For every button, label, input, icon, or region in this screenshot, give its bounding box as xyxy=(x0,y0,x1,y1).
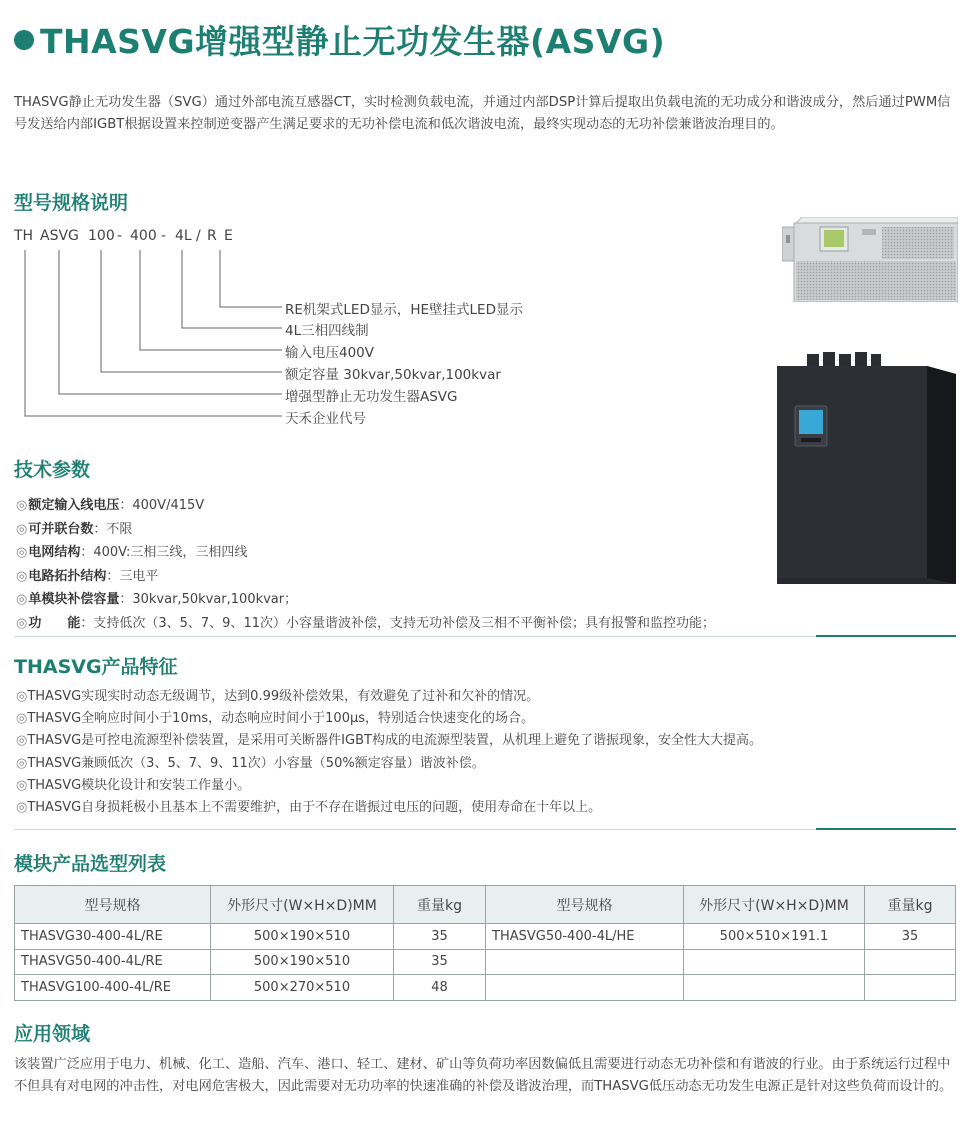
spec-value: ：30kvar,50kvar,100kvar； xyxy=(119,592,298,607)
spec-item xyxy=(16,541,715,565)
feature-item xyxy=(16,708,762,730)
tree-line-display xyxy=(220,250,282,307)
tree-line-voltage xyxy=(140,250,282,350)
cell-model: THASVG50-400-4L/HE xyxy=(486,924,684,950)
app-paragraph: 该装置广泛应用于电力、机械、化工、造船、汽车、港口、轻工、建材、矿山等负荷功率因数偏低且需要进行动态无功补偿和有谐波的行业。由于系统运行过程中不但具有对电网的冲击性，对电网危害极大，因此需要对无功功率的快速准确的补偿及谐波治理，而THASVG低压动态无功发生电源正是针对这些负荷而设计的。 xyxy=(14,1057,953,1094)
section-divider xyxy=(14,636,956,637)
double-circle-icon: ◎ xyxy=(16,711,28,727)
feature-item xyxy=(16,730,762,752)
double-circle-icon: ◎ xyxy=(16,568,28,584)
spec-label: 功 能 xyxy=(28,615,81,631)
spec-value: ：三电平 xyxy=(106,568,159,584)
col-header-weight: 重量kg xyxy=(865,886,956,924)
feature-text: THASVG模块化设计和安装工作量小。 xyxy=(27,777,251,793)
code-part-dash-2: - xyxy=(161,228,167,244)
spec-value: ：400V:三相三线，三相四线 xyxy=(80,545,248,560)
table-row xyxy=(15,975,956,1001)
feature-text: THASVG自身损耗极小且基本上不需要维护，由于不存在谐振过电压的问题，使用寿命在十年以上。 xyxy=(27,799,602,815)
double-circle-icon: ◎ xyxy=(16,755,28,771)
double-circle-icon: ◎ xyxy=(16,777,28,793)
feature-list xyxy=(16,686,762,819)
cell-model: THASVG50-400-4L/RE xyxy=(15,949,211,975)
table-row xyxy=(15,949,956,975)
section-divider xyxy=(14,829,956,830)
spec-value: ：不限 xyxy=(93,521,133,537)
double-circle-icon: ◎ xyxy=(16,733,28,749)
col-header-model: 型号规格 xyxy=(486,886,684,924)
page-title: THASVG增强型静止无功发生器(ASVG) xyxy=(40,22,666,61)
cell-model xyxy=(486,949,684,975)
tree-line-capacity xyxy=(101,250,282,372)
feature-text: THASVG是可控电流源型补偿装置，是采用可关断器件IGBT构成的电流源型装置，从机理上避免了谐振现象，安全性大大提高。 xyxy=(27,733,762,749)
tech-section-heading: 技术参数 xyxy=(14,459,91,481)
code-part-capacity: 100 xyxy=(88,228,115,244)
spec-value: ：400V/415V xyxy=(119,498,205,513)
table-section-heading: 模块产品选型列表 xyxy=(14,853,167,875)
divider-accent xyxy=(816,828,956,830)
cell-dimensions: 500×510×191.1 xyxy=(684,924,865,950)
code-label-capacity: 额定容量 30kvar,50kvar,100kvar xyxy=(285,367,501,383)
spec-label: 电路拓扑结构 xyxy=(28,568,107,584)
spec-item xyxy=(16,518,715,542)
feature-item xyxy=(16,686,762,708)
tech-spec-list xyxy=(16,494,715,635)
spec-label: 电网结构 xyxy=(28,545,81,560)
code-part-asvg: ASVG xyxy=(40,228,79,244)
double-circle-icon: ◎ xyxy=(16,545,28,560)
spec-item xyxy=(16,612,715,636)
cell-dimensions xyxy=(684,949,865,975)
cell-dimensions: 500×190×510 xyxy=(211,949,394,975)
double-circle-icon: ◎ xyxy=(16,689,28,704)
feature-text: THASVG兼顾低次（3、5、7、9、11次）小容量（50%额定容量）谐波补偿。 xyxy=(27,755,485,771)
code-label-type: 增强型静止无功发生器ASVG xyxy=(285,389,458,405)
spec-label: 额定输入线电压 xyxy=(28,498,120,513)
tree-line-type xyxy=(59,250,282,394)
divider-accent xyxy=(816,635,956,637)
cell-weight xyxy=(865,975,956,1001)
col-header-dimensions: 外形尺寸(W×H×D)MM xyxy=(684,886,865,924)
code-part-voltage: 400 xyxy=(130,228,157,244)
code-part-e: E xyxy=(224,228,233,244)
cell-weight: 35 xyxy=(394,949,486,975)
cell-model: THASVG100-400-4L/RE xyxy=(15,975,211,1001)
code-part-slash: / xyxy=(196,228,201,244)
spec-item xyxy=(16,494,715,518)
double-circle-icon: ◎ xyxy=(16,615,28,631)
double-circle-icon: ◎ xyxy=(16,799,28,815)
cell-dimensions xyxy=(684,975,865,1001)
cell-weight: 35 xyxy=(865,924,956,950)
title-bullet-icon xyxy=(14,30,34,50)
col-header-weight: 重量kg xyxy=(394,886,486,924)
cell-dimensions: 500×190×510 xyxy=(211,924,394,950)
app-section-heading: 应用领域 xyxy=(14,1023,91,1045)
cell-model xyxy=(486,975,684,1001)
table-row xyxy=(15,924,956,950)
spec-label: 可并联台数 xyxy=(28,521,94,537)
feature-item xyxy=(16,753,762,775)
page-title-row xyxy=(14,16,665,63)
intro-paragraph: THASVG静止无功发生器（SVG）通过外部电流互感器CT，实时检测负载电流，并通过内部DSP计算后提取出负载电流的无功成分和谐波成分，然后通过PWM信号发送给内部IGBT根据设置来控制逆变器产生满足要求的无功补偿电流和低次谐波电流，最终实现动态的无功补偿兼谐波治理目的。 xyxy=(14,95,951,132)
code-label-voltage: 输入电压400V xyxy=(285,345,375,361)
product-selection-table xyxy=(14,885,956,1001)
cell-weight: 35 xyxy=(394,924,486,950)
rack-device-image xyxy=(782,217,958,302)
code-label-wiring: 4L三相四线制 xyxy=(285,323,369,339)
cabinet-device-image xyxy=(777,352,956,584)
col-header-dimensions: 外形尺寸(W×H×D)MM xyxy=(211,886,394,924)
feature-section-heading: THASVG产品特征 xyxy=(14,656,178,678)
double-circle-icon: ◎ xyxy=(16,521,28,537)
code-label-company: 天禾企业代号 xyxy=(285,411,366,427)
code-label-display: RE机架式LED显示，HE壁挂式LED显示 xyxy=(285,302,523,318)
code-part-dash-1: - xyxy=(117,228,123,244)
cell-model: THASVG30-400-4L/RE xyxy=(15,924,211,950)
tree-line-wiring xyxy=(182,250,282,328)
model-section-heading: 型号规格说明 xyxy=(14,192,129,214)
feature-item xyxy=(16,775,762,797)
spec-item xyxy=(16,588,715,612)
spec-value: ：支持低次（3、5、7、9、11次）小容量谐波补偿，支持无功补偿及三相不平衡补偿；具有报警和监控功能； xyxy=(80,615,715,631)
spec-label: 单模块补偿容量 xyxy=(28,592,120,607)
feature-item xyxy=(16,797,762,819)
spec-item xyxy=(16,565,715,589)
cell-dimensions: 500×270×510 xyxy=(211,975,394,1001)
feature-text: THASVG全响应时间小于10ms，动态响应时间小于100μs，特别适合快速变化的场合。 xyxy=(27,711,535,727)
code-part-th: TH xyxy=(14,228,34,244)
double-circle-icon: ◎ xyxy=(16,592,28,607)
col-header-model: 型号规格 xyxy=(15,886,211,924)
code-part-r: R xyxy=(207,228,217,244)
table-header-row xyxy=(15,886,956,924)
tree-line-company xyxy=(25,250,282,416)
feature-text: THASVG实现实时动态无级调节，达到0.99级补偿效果，有效避免了过补和欠补的情况。 xyxy=(27,689,540,704)
double-circle-icon: ◎ xyxy=(16,498,28,513)
cell-weight: 48 xyxy=(394,975,486,1001)
cell-weight xyxy=(865,949,956,975)
code-part-wiring: 4L xyxy=(175,228,192,244)
